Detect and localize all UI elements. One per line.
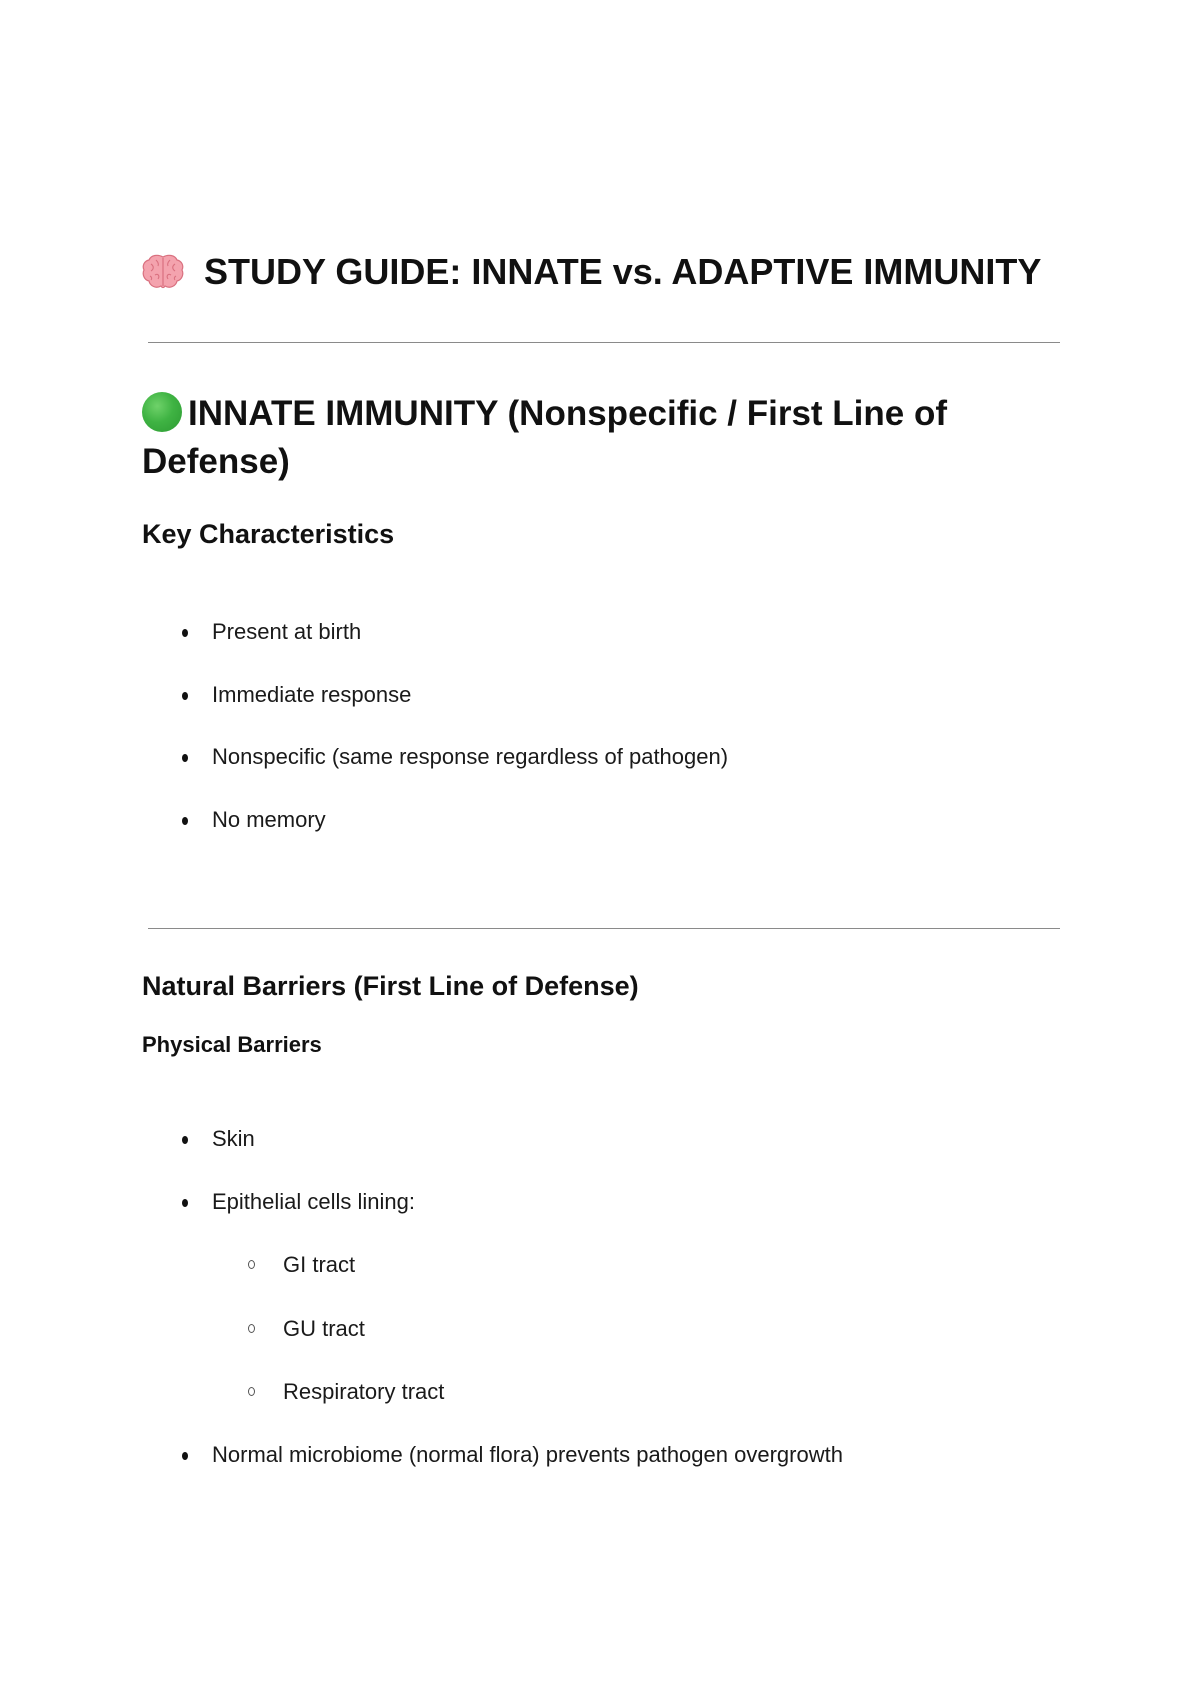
list-item: Epithelial cells lining:: [212, 1187, 415, 1217]
green-circle-icon: [142, 392, 182, 432]
list-item: No memory: [212, 805, 326, 835]
list-item: Skin: [212, 1124, 255, 1154]
innate-immunity-heading-text: INNATE IMMUNITY (Nonspecific / First Line of Defense): [142, 394, 948, 481]
sub-list-item: GU tract: [283, 1314, 365, 1344]
list-item: Immediate response: [212, 680, 411, 710]
list-item: Normal microbiome (normal flora) prevents pathogen overgrowth: [212, 1440, 843, 1470]
horizontal-divider: [148, 342, 1060, 343]
page-title-text: STUDY GUIDE: INNATE vs. ADAPTIVE IMMUNITY: [204, 251, 1042, 292]
innate-immunity-heading: [142, 390, 1042, 486]
list-item: Present at birth: [212, 617, 361, 647]
brain-icon: [142, 253, 184, 291]
key-characteristics-heading: Key Characteristics: [142, 519, 395, 549]
sub-list-item: GI tract: [283, 1250, 355, 1280]
horizontal-divider: [148, 928, 1060, 929]
sub-list-item: Respiratory tract: [283, 1377, 444, 1407]
natural-barriers-heading: Natural Barriers (First Line of Defense): [142, 971, 639, 1001]
physical-barriers-heading: Physical Barriers: [142, 1032, 322, 1057]
page-title: [142, 246, 1041, 298]
list-item: Nonspecific (same response regardless of pathogen): [212, 742, 728, 772]
